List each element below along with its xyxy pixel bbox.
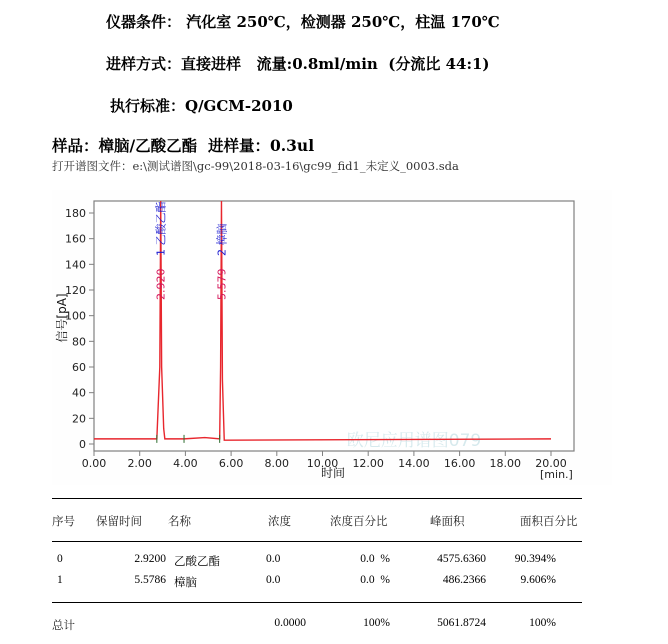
table-cell: 5.5786 — [134, 574, 166, 586]
table-cell: 0.0 % — [360, 553, 390, 565]
x-tick-label: 8.00 — [264, 457, 290, 470]
x-tick-label: 18.00 — [489, 457, 522, 470]
table-cell: 4575.6360 — [437, 553, 486, 565]
table-cell: 0.0 — [266, 553, 281, 565]
svg-text:5.579: 5.579 — [215, 268, 229, 300]
svg-text:2 樟脑: 2 樟脑 — [215, 223, 229, 256]
y-tick-label: 20 — [72, 412, 86, 426]
x-tick-label: 14.00 — [398, 457, 430, 470]
y-tick-label: 0 — [79, 438, 86, 451]
instrument-conditions: 仪器条件： 汽化室 250℃，检测器 250℃，柱温 170℃ — [106, 13, 500, 31]
table-cell: 1 — [57, 574, 63, 586]
svg-text:2.920: 2.920 — [154, 268, 168, 300]
table-cell: 樟脑 — [174, 577, 197, 589]
column-header: 序号 — [52, 514, 75, 528]
y-tick-label: 140 — [65, 258, 86, 272]
x-tick-label: 6.00 — [218, 457, 244, 470]
table-cell: 2.9200 — [134, 553, 166, 565]
peak-label — [154, 202, 168, 301]
total-cell: 总计 — [52, 618, 75, 632]
y-axis-label: 信号[pA] — [55, 293, 69, 343]
total-cell: 100% — [529, 617, 556, 629]
chromatogram — [0, 180, 668, 490]
x-tick-label: 20.00 — [535, 457, 567, 470]
table-cell: 乙酸乙酯 — [174, 556, 220, 568]
column-header: 面积百分比 — [520, 514, 578, 528]
svg-text:1 乙酸乙酯: 1 乙酸乙酯 — [154, 201, 168, 256]
table-cell: 90.394% — [514, 553, 556, 565]
table-header-rule — [52, 541, 582, 542]
x-tick-label: 4.00 — [173, 457, 198, 470]
total-cell: 0.0000 — [274, 617, 306, 629]
sample-info: 样品：樟脑/乙酸乙酯 进样量：0.3ul — [52, 136, 315, 155]
column-header: 浓度 — [268, 514, 291, 528]
total-cell: 100% — [363, 617, 390, 629]
x-axis-label: 时间 — [320, 466, 346, 480]
x-tick-label: 2.00 — [127, 457, 152, 470]
x-tick-label: 10.00 — [306, 457, 339, 470]
x-axis-unit: [min.] — [540, 468, 573, 481]
y-tick-label: 100 — [65, 309, 86, 323]
column-header: 峰面积 — [430, 514, 465, 528]
table-cell: 0.0 — [266, 574, 281, 586]
y-tick-label: 180 — [65, 207, 86, 220]
x-tick-label: 12.00 — [352, 457, 384, 470]
table-bottom-rule — [52, 602, 582, 603]
y-tick-label: 120 — [65, 284, 86, 297]
y-tick-label: 160 — [65, 232, 86, 246]
file-path: 打开谱图文件：e:\测试谱图\gc-99\2018-03-16\gc99_fid1_未定义_0003.sda — [52, 159, 459, 173]
injection-method: 进样方式：直接进样 流量:0.8ml/min (分流比 44:1) — [106, 55, 490, 73]
table-cell: 0.0 % — [360, 574, 390, 586]
y-tick-label: 60 — [72, 361, 86, 374]
table-cell: 0 — [57, 553, 63, 565]
chromatogram-plot — [0, 180, 668, 490]
total-cell: 5061.8724 — [437, 617, 486, 629]
table-top-rule — [52, 498, 582, 499]
x-tick-label: 16.00 — [443, 457, 476, 470]
x-tick-label: 0.00 — [81, 457, 107, 470]
table-cell: 486.2366 — [442, 574, 486, 586]
column-header: 浓度百分比 — [330, 514, 388, 528]
table-cell: 9.606% — [520, 574, 556, 586]
column-header: 保留时间 — [96, 514, 142, 528]
y-tick-label: 40 — [72, 386, 86, 400]
y-tick-label: 80 — [72, 335, 86, 349]
column-header: 名称 — [168, 514, 191, 528]
watermark: 欧尼应用谱图079 — [346, 431, 482, 451]
execution-standard: 执行标准：Q/GCM-2010 — [110, 97, 293, 115]
